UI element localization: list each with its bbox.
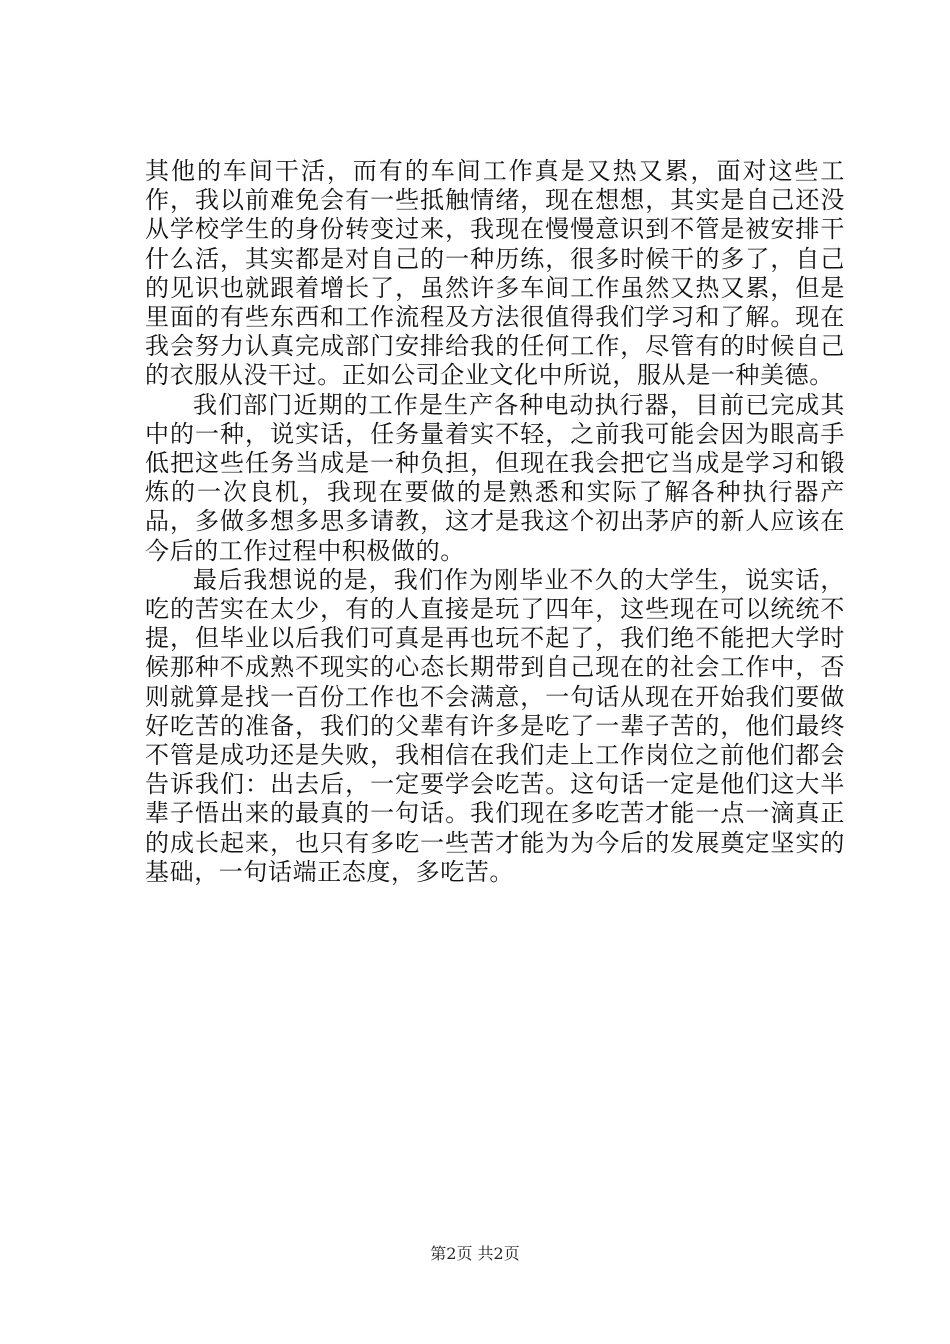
page-number-footer: 第2页 共2页 <box>430 1244 520 1263</box>
paragraph-department-work: 我们部门近期的工作是生产各种电动执行器，目前已完成其中的一种，说实话，任务量着实不轻，之前我可能会因为眼高手低把这些任务当成是一种负担，但现在我会把它当成是学习和锻炼的一次良机，我现在要做的是熟悉和实际了解各种执行器产品，多做多想多思多请教，这才是我这个初出茅庐的新人应该在今后的工作过程中积极做的。 <box>145 390 845 565</box>
paragraph-conclusion: 最后我想说的是，我们作为刚毕业不久的大学生，说实话，吃的苦实在太少，有的人直接是玩了四年，这些现在可以统统不提，但毕业以后我们可真是再也玩不起了，我们绝不能把大学时候那种不成熟不现实的心态长期带到自己现在的社会工作中，否则就算是找一百份工作也不会满意，一句话从现在开始我们要做好吃苦的准备，我们的父辈有许多是吃了一辈子苦的，他们最终不管是成功还是失败，我相信在我们走上工作岗位之前他们都会告诉我们：出去后，一定要学会吃苦。这句话一定是他们这大半辈子悟出来的最真的一句话。我们现在多吃苦才能一点一滴真正的成长起来，也只有多吃一些苦才能为为今后的发展奠定坚实的基础，一句话端正态度，多吃苦。 <box>145 565 845 886</box>
document-body <box>145 157 845 887</box>
paragraph-continued: 其他的车间干活，而有的车间工作真是又热又累，面对这些工作，我以前难免会有一些抵触情绪，现在想想，其实是自己还没从学校学生的身份转变过来，我现在慢慢意识到不管是被安排干什么活，其实都是对自己的一种历练，很多时候干的多了，自己的见识也就跟着增长了，虽然许多车间工作虽然又热又累，但是里面的有些东西和工作流程及方法很值得我们学习和了解。现在我会努力认真完成部门安排给我的任何工作，尽管有的时候自己的衣服从没干过。正如公司企业文化中所说，服从是一种美德。 <box>145 157 845 390</box>
